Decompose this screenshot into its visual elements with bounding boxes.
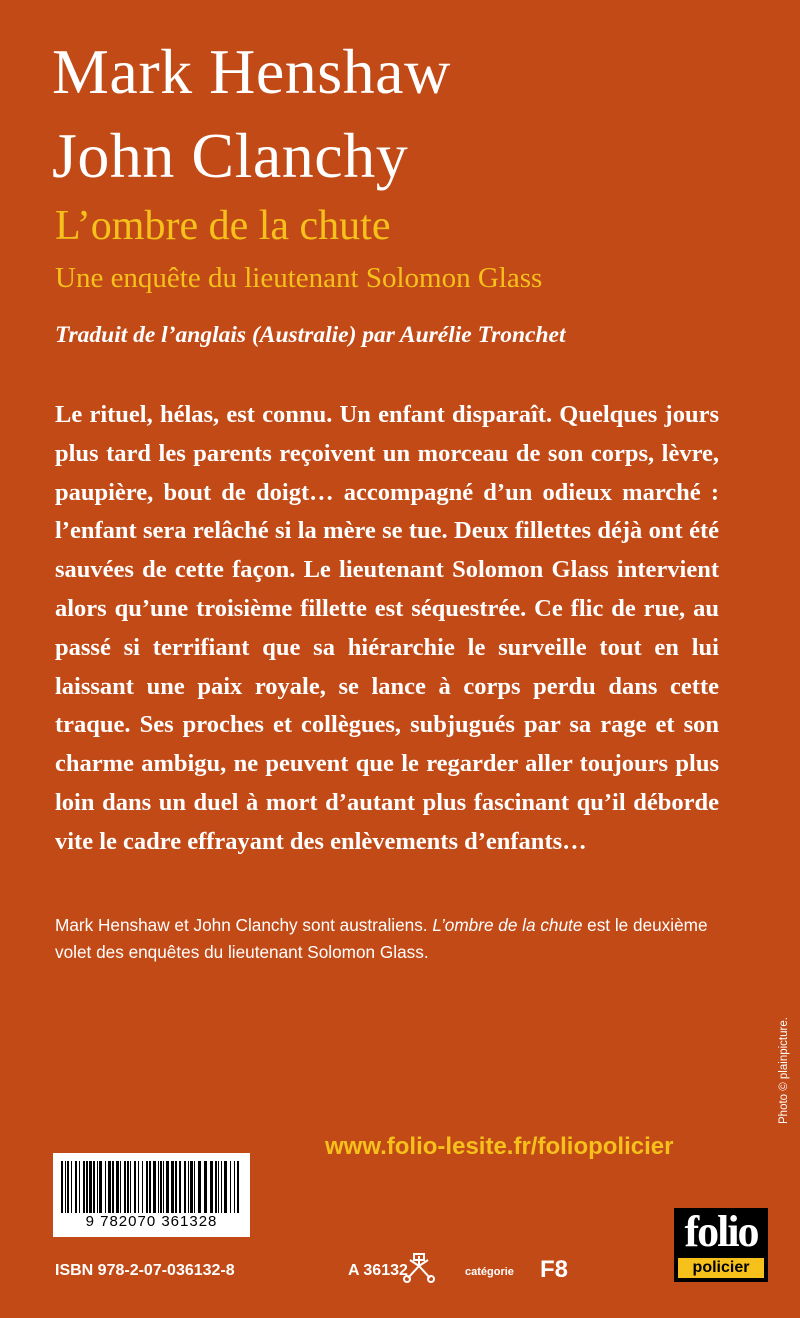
barcode-bar [204,1161,207,1213]
barcode-bar [184,1161,186,1213]
barcode-bar [112,1161,114,1213]
barcode-bar [230,1161,231,1213]
photo-credit: Photo © plainpicture. [778,1017,790,1124]
book-subtitle: Une enquête du lieutenant Solomon Glass [55,262,543,294]
barcode-bar [124,1161,126,1213]
bio-italic-title: L’ombre de la chute [432,915,583,935]
folio-policier-logo [674,1208,768,1282]
isbn-number: ISBN 978-2-07-036132-8 [55,1262,235,1279]
barcode-bar [86,1161,88,1213]
barcode-bar [158,1161,159,1213]
barcode-bar [142,1161,143,1213]
category-value: F8 [540,1256,569,1283]
barcode-bar [130,1161,131,1213]
barcode-bar [190,1161,193,1213]
barcode-bar [194,1161,195,1213]
barcode-bar [166,1161,169,1213]
category-label: catégorie [465,1266,514,1278]
bio-part-1: Mark Henshaw et John Clanchy sont australiens. [55,915,433,935]
barcode-bar [83,1161,85,1213]
barcode-bar [163,1161,164,1213]
barcode-bar [210,1161,213,1213]
barcode-bar [67,1161,69,1213]
barcode-bar [221,1161,222,1213]
barcode-bar [120,1161,121,1213]
logo-word: folio [684,1207,758,1256]
barcode-bar [153,1161,156,1213]
barcode-bar [79,1161,80,1213]
barcode-bar [224,1161,227,1213]
barcode-bar [127,1161,129,1213]
barcode [53,1153,250,1237]
barcode-bars [59,1161,244,1213]
blurb-text: Le rituel, hélas, est connu. Un enfant disparaît. Quelques jours plus tard les parents reçoivent un morceau de son corps, lèvre, paupière, bout de doigt… accompagné d’un odieux marché : l’enfant sera relâché si la mère se tue. Deux fillettes déjà ont été sauvées de cette façon. Le lieutenant Solomon Glass intervient alors qu’une troisième fillette est séquestrée. Ce flic de rue, au passé si terrifiant que sa hiérarchie le surveille tout en lui laissant une paix royale, se lance à corps perdu dans cette traque. Ses proches et collègues, subjugués par sa rage et son charme ambigu, ne peuvent que le regarder aller toujours plus loin dans un duel à mort d’autant plus fascinant qu’il déborde vite le cadre effrayant des enlèvements d’enfants… [55,401,719,855]
book-title: L’ombre de la chute [55,203,391,249]
barcode-bar [234,1161,235,1213]
barcode-bar [146,1161,148,1213]
product-code: A 36132 [348,1262,408,1279]
barcode-bar [99,1161,102,1213]
barcode-bar [179,1161,181,1213]
barcode-bar [116,1161,119,1213]
barcode-bar [198,1161,201,1213]
translator-credit: Traduit de l’anglais (Australie) par Aurélie Tronchet [55,322,566,348]
barcode-bar [138,1161,139,1213]
barcode-bar [171,1161,174,1213]
barcode-bar [105,1161,106,1213]
barcode-bar [71,1161,72,1213]
logo-subword: policier [678,1258,764,1278]
barcode-bar [75,1161,77,1213]
barcode-bar [160,1161,162,1213]
barcode-bar [237,1161,239,1213]
barcode-bar [65,1161,66,1213]
website-link[interactable]: www.folio-lesite.fr/foliopolicier [325,1133,674,1160]
barcode-bar [93,1161,95,1213]
bio-part-2: est le deuxième volet des enquêtes du lieutenant Solomon Glass. [55,915,708,962]
barcode-bar [149,1161,151,1213]
barcode-bar [215,1161,217,1213]
barcode-digits: 9 782070 361328 [85,1213,218,1230]
author-bio [55,912,715,966]
barcode-bar [97,1161,98,1213]
barcode-bar [175,1161,177,1213]
barcode-bar [134,1161,136,1213]
publisher-mark-icon [398,1252,440,1284]
barcode-bar [218,1161,219,1213]
author-name-1: Mark Henshaw [52,36,451,107]
barcode-bar [61,1161,63,1213]
barcode-bar [89,1161,92,1213]
barcode-bar [188,1161,189,1213]
barcode-bar [108,1161,111,1213]
author-name-2: John Clanchy [52,120,409,191]
